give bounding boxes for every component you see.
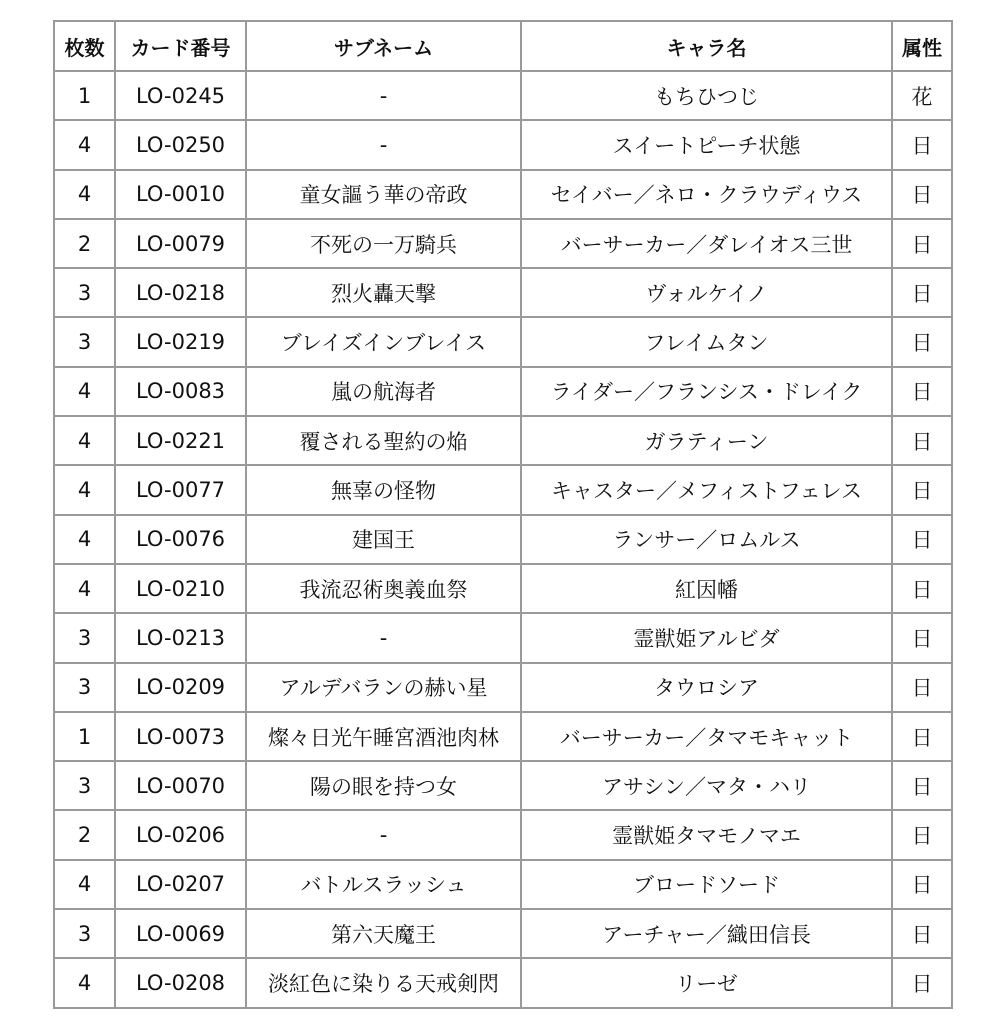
cell-subname: ブレイズインブレイス xyxy=(246,317,521,366)
cell-subname: - xyxy=(246,613,521,662)
cell-card-number: LO-0206 xyxy=(115,810,246,859)
cell-attribute: 日 xyxy=(892,958,952,1007)
table-row xyxy=(54,712,952,761)
cell-character-name: セイバー／ネロ・クラウディウス xyxy=(521,170,892,219)
header-character-name: キャラ名 xyxy=(521,21,892,71)
cell-count: 4 xyxy=(54,465,115,514)
cell-attribute: 日 xyxy=(892,663,952,712)
cell-card-number: LO-0083 xyxy=(115,367,246,416)
cell-subname: アルデバランの赫い星 xyxy=(246,663,521,712)
cell-attribute: 日 xyxy=(892,810,952,859)
cell-attribute: 日 xyxy=(892,860,952,909)
cell-card-number: LO-0070 xyxy=(115,761,246,810)
cell-count: 3 xyxy=(54,663,115,712)
cell-attribute: 日 xyxy=(892,515,952,564)
cell-subname: 童女謳う華の帝政 xyxy=(246,170,521,219)
table-row xyxy=(54,613,952,662)
cell-count: 2 xyxy=(54,810,115,859)
cell-card-number: LO-0077 xyxy=(115,465,246,514)
cell-card-number: LO-0208 xyxy=(115,958,246,1007)
cell-character-name: ヴォルケイノ xyxy=(521,268,892,317)
cell-subname: バトルスラッシュ xyxy=(246,860,521,909)
cell-card-number: LO-0079 xyxy=(115,219,246,268)
cell-character-name: ブロードソード xyxy=(521,860,892,909)
cell-subname: 燦々日光午睡宮酒池肉林 xyxy=(246,712,521,761)
deck-list-table xyxy=(53,20,953,1009)
cell-attribute: 日 xyxy=(892,613,952,662)
cell-count: 4 xyxy=(54,515,115,564)
cell-character-name: もちひつじ xyxy=(521,71,892,120)
cell-subname: 建国王 xyxy=(246,515,521,564)
cell-subname: - xyxy=(246,810,521,859)
cell-subname: 覆される聖約の焔 xyxy=(246,416,521,465)
cell-subname: 烈火轟天撃 xyxy=(246,268,521,317)
cell-attribute: 日 xyxy=(892,170,952,219)
cell-card-number: LO-0219 xyxy=(115,317,246,366)
cell-character-name: アサシン／マタ・ハリ xyxy=(521,761,892,810)
cell-card-number: LO-0209 xyxy=(115,663,246,712)
cell-card-number: LO-0245 xyxy=(115,71,246,120)
cell-attribute: 日 xyxy=(892,761,952,810)
table-row xyxy=(54,219,952,268)
table-row xyxy=(54,71,952,120)
table-row xyxy=(54,268,952,317)
cell-card-number: LO-0069 xyxy=(115,909,246,958)
cell-count: 1 xyxy=(54,712,115,761)
cell-count: 4 xyxy=(54,958,115,1007)
cell-count: 1 xyxy=(54,71,115,120)
cell-card-number: LO-0073 xyxy=(115,712,246,761)
cell-count: 4 xyxy=(54,170,115,219)
cell-character-name: アーチャー／織田信長 xyxy=(521,909,892,958)
table-row xyxy=(54,515,952,564)
cell-subname: 陽の眼を持つ女 xyxy=(246,761,521,810)
cell-character-name: スイートピーチ状態 xyxy=(521,120,892,169)
cell-count: 4 xyxy=(54,860,115,909)
cell-attribute: 日 xyxy=(892,712,952,761)
table-row xyxy=(54,958,952,1007)
header-row xyxy=(54,21,952,71)
cell-attribute: 日 xyxy=(892,120,952,169)
table-row xyxy=(54,120,952,169)
cell-count: 4 xyxy=(54,367,115,416)
cell-attribute: 日 xyxy=(892,909,952,958)
table-row xyxy=(54,367,952,416)
cell-attribute: 日 xyxy=(892,564,952,613)
cell-character-name: 霊獣姫アルビダ xyxy=(521,613,892,662)
header-attribute: 属性 xyxy=(892,21,952,71)
cell-count: 4 xyxy=(54,416,115,465)
cell-subname: - xyxy=(246,120,521,169)
table-row xyxy=(54,564,952,613)
cell-count: 3 xyxy=(54,317,115,366)
cell-attribute: 日 xyxy=(892,317,952,366)
cell-card-number: LO-0076 xyxy=(115,515,246,564)
table-row xyxy=(54,761,952,810)
cell-card-number: LO-0213 xyxy=(115,613,246,662)
cell-count: 3 xyxy=(54,268,115,317)
table-row xyxy=(54,416,952,465)
cell-character-name: リーゼ xyxy=(521,958,892,1007)
cell-subname: 我流忍術奥義血祭 xyxy=(246,564,521,613)
cell-count: 3 xyxy=(54,613,115,662)
cell-card-number: LO-0210 xyxy=(115,564,246,613)
cell-subname: 淡紅色に染りる天戒剣閃 xyxy=(246,958,521,1007)
cell-attribute: 日 xyxy=(892,465,952,514)
table-row xyxy=(54,909,952,958)
cell-attribute: 花 xyxy=(892,71,952,120)
cell-character-name: キャスター／メフィストフェレス xyxy=(521,465,892,514)
cell-count: 3 xyxy=(54,761,115,810)
cell-card-number: LO-0218 xyxy=(115,268,246,317)
cell-subname: 無辜の怪物 xyxy=(246,465,521,514)
table-row xyxy=(54,860,952,909)
cell-count: 4 xyxy=(54,564,115,613)
cell-character-name: ランサー／ロムルス xyxy=(521,515,892,564)
cell-count: 4 xyxy=(54,120,115,169)
cell-subname: 嵐の航海者 xyxy=(246,367,521,416)
cell-character-name: バーサーカー／ダレイオス三世 xyxy=(521,219,892,268)
table-row xyxy=(54,465,952,514)
cell-card-number: LO-0250 xyxy=(115,120,246,169)
cell-subname: 不死の一万騎兵 xyxy=(246,219,521,268)
cell-subname: - xyxy=(246,71,521,120)
cell-card-number: LO-0010 xyxy=(115,170,246,219)
cell-subname: 第六天魔王 xyxy=(246,909,521,958)
cell-character-name: タウロシア xyxy=(521,663,892,712)
cell-character-name: ガラティーン xyxy=(521,416,892,465)
cell-character-name: 紅因幡 xyxy=(521,564,892,613)
header-count: 枚数 xyxy=(54,21,115,71)
cell-character-name: 霊獣姫タマモノマエ xyxy=(521,810,892,859)
cell-character-name: フレイムタン xyxy=(521,317,892,366)
cell-attribute: 日 xyxy=(892,219,952,268)
cell-character-name: バーサーカー／タマモキャット xyxy=(521,712,892,761)
cell-attribute: 日 xyxy=(892,367,952,416)
table-row xyxy=(54,170,952,219)
header-subname: サブネーム xyxy=(246,21,521,71)
cell-card-number: LO-0207 xyxy=(115,860,246,909)
header-card-number: カード番号 xyxy=(115,21,246,71)
cell-character-name: ライダー／フランシス・ドレイク xyxy=(521,367,892,416)
table-row xyxy=(54,663,952,712)
cell-count: 2 xyxy=(54,219,115,268)
cell-card-number: LO-0221 xyxy=(115,416,246,465)
cell-attribute: 日 xyxy=(892,268,952,317)
cell-count: 3 xyxy=(54,909,115,958)
table-row xyxy=(54,317,952,366)
cell-attribute: 日 xyxy=(892,416,952,465)
table-row xyxy=(54,810,952,859)
